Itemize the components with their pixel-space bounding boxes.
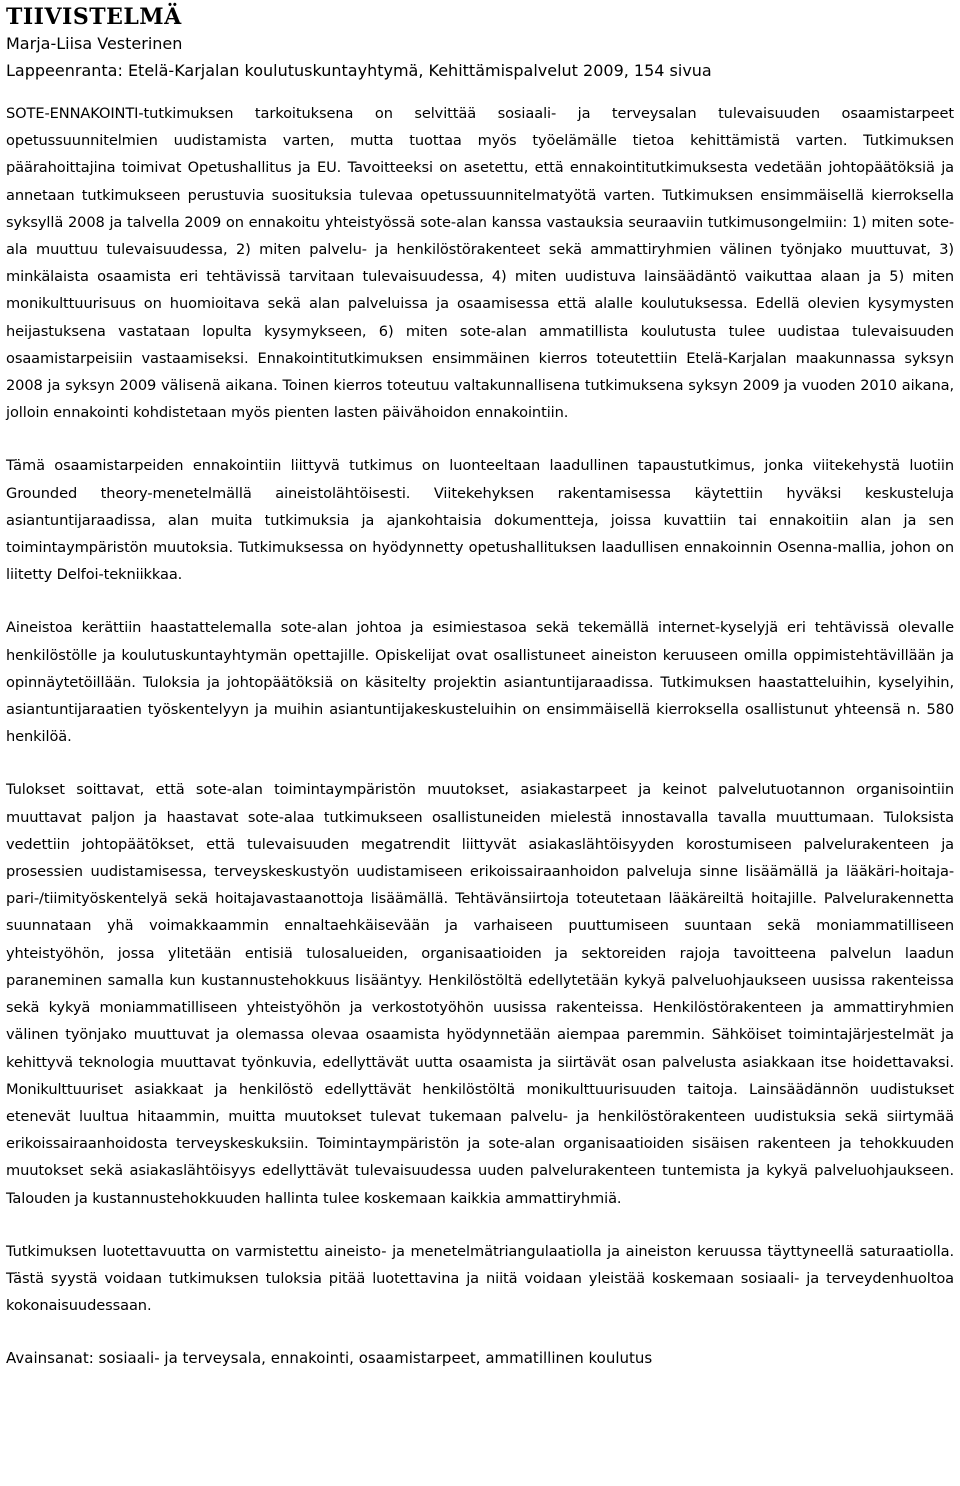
paragraph-results: Tulokset soittavat, että sote-alan toimintaympäristön muutokset, asiakastarpeet ja keinot palvelutuotannon organisointiin muuttavat paljon ja haastavat sote-alaa tutkimukseen osallistuneiden mielestä innostavalla tavalla muuttumaan. Tuloksista vedettiin johtopäätökset, että tulevaisuuden megatrendit liittyvät asiakaslähtöisyyden korostumiseen palvelurakenteen ja prosessien uudistamisessa, terveyskeskustyön uudistamiseen erikoissairaanhoidon palveluja sinne lisäämällä ja lääkäri-hoitaja-pari-/tiimityöskentelyä sekä hoitajavastaanottoja lisäämällä. Tehtävänsiirtoja toteutetaan lääkäreiltä hoitajille. Palvelurakennetta suunnataan yhä voimakkaammin ennaltaehkäisevään ja varhaiseen puuttumiseen suuntaan sekä moniammatilliseen yhteistyöhön, jossa ylitetään entisiä tulosalueiden, organisaatioiden ja sektoreiden rajoja tavoitteena palvelun laadun paraneminen samalla kun kustannustehokkuus lisääntyy. Henkilöstöltä edellytetään kykyä palveluohjaukseen uusissa rakenteissa sekä kykyä moniammatilliseen yhteistyöhön ja verkostotyöhön uusissa rakenteissa. Henkilöstörakenteen ja ammattiryhmien välinen työnjako muuttuvat ja olemassa olevaa osaamista hyödynnetään aiempaa paremmin. Sähköiset toimintajärjestelmät ja kehittyvä teknologia muuttavat työnkuvia, edellyttävät uutta osaamista ja siirtävät osan palvelusta asiakkaan itse hoidettavaksi. Monikulttuuriset asiakkaat ja henkilöstö edellyttävät henkilöstöltä monikulttuurisuuden taitoja. Lainsäädännön uudistukset etenevät luultua hitaammin, muitta muutokset tulevat tukemaan palvelu- ja henkilöstörakenteen uudistuksia sekä siirtymää erikoissairaanhoidosta terveyskeskuksiin. Toimintaympäristön ja sote-alan organisaatioiden sisäisen rakenteen ja tehokkuuden muutokset sekä asiakaslähtöisyys edellyttävät tulevaisuudessa uuden palvelurakenteen tuntemista ja kykyä palveluohjaukseen. Talouden ja kustannustehokkuuden hallinta tulee koskemaan kaikkia ammattiryhmiä. <box>6 781 954 1207</box>
abstract-heading: TIIVISTELMÄ <box>6 4 182 30</box>
paragraph-reliability: Tutkimuksen luotettavuutta on varmistettu aineisto- ja menetelmätriangulaatiolla ja aineiston keruussa täyttyneellä saturaatiolla. Tästä syystä voidaan tutkimuksen tuloksia pitää luotettavina ja niitä voidaan yleistää koskemaan sosiaali- ja terveydenhuoltoa kokonaisuudessaan. <box>6 1242 954 1315</box>
author-name: Marja-Liisa Vesterinen <box>6 34 183 53</box>
keywords-line: Avainsanat: sosiaali- ja terveysala, ennakointi, osaamistarpeet, ammatillinen koulutus <box>6 1349 653 1368</box>
abstract-body <box>6 100 954 1372</box>
paragraph-purpose: SOTE-ENNAKOINTI-tutkimuksen tarkoituksena on selvittää sosiaali- ja terveysalan tulevaisuuden osaamistarpeet opetussuunnitelmien uudistamista varten, mutta tuottaa myös työelämälle tietoa kehittämistä varten. Tutkimuksen päärahoittajina toimivat Opetushallitus ja EU. Tavoitteeksi on asetettu, että ennakointitutkimuksesta vedetään johtopäätöksiä ja annetaan tutkimukseen perustuvia suosituksia tulevaa opetussuunnitelmatyötä varten. Tutkimuksen ensimmäisellä kierroksella syksyllä 2008 ja talvella 2009 on ennakoitu yhteistyössä sote-alan kanssa vastauksia seuraaviin tutkimusongelmiin: 1) miten sote-ala muuttuu tulevaisuudessa, 2) miten palvelu- ja henkilöstörakenteet sekä ammattiryhmien välinen työnjako muuttuvat, 3) minkälaista osaamista eri tehtävissä tarvitaan tulevaisuudessa, 4) miten uudistuva lainsäädäntö vaikuttaa alaan ja 5) miten monikulttuurisuus on huomioitava sekä alan palveluissa ja osaamisessa että alalle koulutuksessa. Edellä olevien kysymysten heijastuksena vastataan lopulta kysymykseen, 6) miten sote-alan ammatillista koulutusta tulee uudistaa tulevaisuuden osaamistarpeisiin vastaamiseksi. Ennakointitutkimuksen ensimmäinen kierros toteutettiin Etelä-Karjalan maakunnassa syksyn 2008 ja syksyn 2009 välisenä aikana. Toinen kierros toteutuu valtakunnallisena tutkimuksena syksyn 2009 ja vuoden 2010 aikana, jolloin ennakointi kohdistetaan myös pienten lasten päivähoidon ennakointiin. <box>6 105 954 422</box>
publication-info: Lappeenranta: Etelä-Karjalan koulutuskuntayhtymä, Kehittämispalvelut 2009, 154 sivua <box>6 61 712 80</box>
paragraph-data-collection: Aineistoa kerättiin haastattelemalla sote-alan johtoa ja esimiestasoa sekä tekemällä internet-kyselyjä eri tehtävissä olevalle henkilöstölle ja koulutuskuntayhtymän opettajille. Opiskelijat ovat osallistuneet aineiston keruuseen omilla oppimistehtävillään ja opinnäytetöillään. Tuloksia ja johtopäätöksiä on käsitelty projektin asiantuntijaraadissa. Tutkimuksen haastatteluihin, kyselyihin, asiantuntijaraatien työskentelyyn ja muihin asiantuntijakeskusteluihin on ensimmäisellä kierroksella osallistunut yhteensä n. 580 henkilöä. <box>6 619 954 746</box>
paragraph-method: Tämä osaamistarpeiden ennakointiin liittyvä tutkimus on luonteeltaan laadullinen tapaustutkimus, jonka viitekehystä luotiin Grounded theory-menetelmällä aineistolähtöisesti. Viitekehyksen rakentamisessa käytettiin hyväksi keskusteluja asiantuntijaraadissa, alan muita tutkimuksia ja ajankohtaisia dokumentteja, joissa kuvattiin tai ennakoitiin alan ja sen toimintaympäristön muutoksia. Tutkimuksessa on hyödynnetty opetushallituksen laadullisen ennakoinnin Osenna-mallia, johon on liitetty Delfoi-tekniikkaa. <box>6 457 954 584</box>
